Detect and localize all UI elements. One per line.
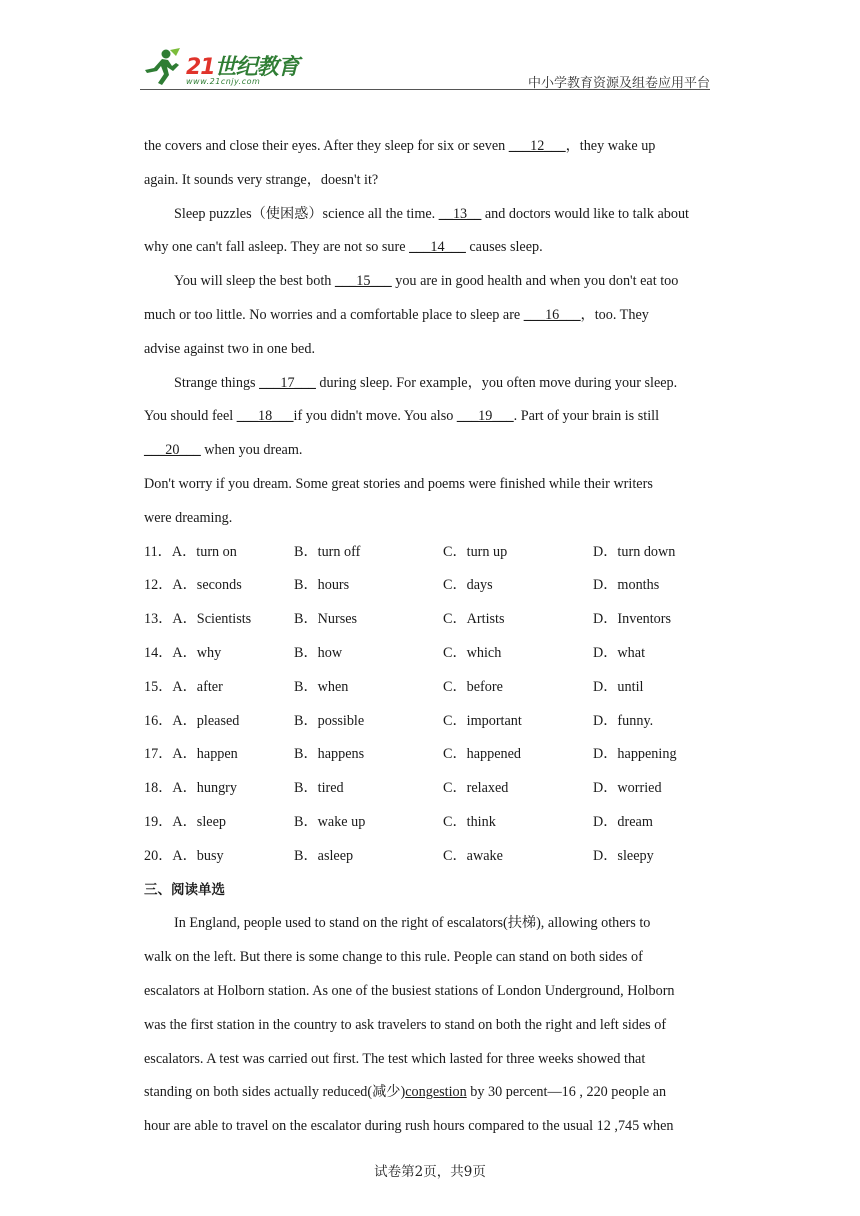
passage-text: escalators. A test was carried out first. The test which lasted for three weeks showed that (144, 1050, 646, 1067)
question-number-option-a: 17．A．happen (144, 746, 238, 763)
option-b: B．when (294, 678, 349, 695)
passage-line (144, 367, 719, 401)
question-number-option-a: 14．A．why (144, 644, 222, 661)
question-number-option-a: 12．A．seconds (144, 577, 242, 594)
passage-line (144, 231, 719, 265)
question-row (144, 738, 719, 772)
passage-line (144, 907, 719, 941)
header-divider (140, 89, 710, 90)
cloze-blank: __13__ (438, 205, 482, 222)
logo-url: www.21cnjy.com (186, 77, 261, 86)
question-number-option-a: 16．A．pleased (144, 712, 240, 729)
passage-line (144, 198, 719, 232)
passage-text: and doctors would like to talk about (481, 205, 689, 222)
passage-text: escalators at Holborn station. As one of the busiest stations of London Underground, Holborn (144, 982, 675, 999)
logo-wordmark: 21世纪教育 (186, 55, 299, 80)
passage-line (144, 941, 719, 975)
underlined-word: congestion (405, 1084, 467, 1101)
passage-text: when you dream. (200, 442, 303, 459)
cloze-blank: ___14___ (409, 239, 466, 256)
page-header (140, 44, 710, 90)
passage-line (144, 1043, 719, 1077)
option-d: D．what (593, 644, 646, 661)
passage-text: advise against two in one bed. (144, 340, 315, 357)
question-row (144, 536, 719, 570)
passage-text: walk on the left. But there is some change to this rule. People can stand on both sides of (144, 949, 643, 966)
question-row (144, 569, 719, 603)
question-number-option-a: 19．A．sleep (144, 813, 226, 830)
passage-line (144, 1009, 719, 1043)
passage-line (144, 1076, 719, 1110)
passage-line (144, 265, 719, 299)
passage-text: during sleep. For example，you often move during your sleep. (315, 374, 678, 391)
cloze-blank: ___17___ (259, 374, 316, 391)
option-b: B．asleep (294, 847, 354, 864)
passage-text: why one can't fall asleep. They are not so sure (144, 239, 410, 256)
passage-text: You should feel (144, 408, 237, 425)
passage-line (144, 333, 719, 367)
passage-text: In England, people used to stand on the right of escalators(扶梯), allowing others to (174, 915, 651, 932)
option-c: C．important (443, 712, 522, 729)
passage-text: Sleep puzzles（使困惑）science all the time. (174, 205, 439, 222)
passage-text: Strange things (174, 374, 260, 391)
passage-text: causes sleep. (465, 239, 543, 256)
cloze-blank: ___15___ (334, 273, 392, 290)
passage-text: ，too. They (580, 306, 649, 323)
passage-text: again. It sounds very strange，doesn't it? (144, 171, 379, 188)
page-footer: 试卷第2页，共9页 (374, 1164, 486, 1180)
option-d: D．funny. (593, 712, 654, 729)
passage-text: hour are able to travel on the escalator during rush hours compared to the usual 12 ,745 when (144, 1118, 674, 1135)
question-row (144, 637, 719, 671)
option-b: B．turn off (294, 543, 361, 560)
passage-line (144, 130, 719, 164)
option-c: C．days (443, 577, 493, 594)
cloze-blank: ___20___ (144, 442, 201, 459)
question-row (144, 705, 719, 739)
passage-text: if you didn't move. You also (293, 408, 457, 425)
logo (140, 44, 310, 90)
question-row (144, 772, 719, 806)
passage-text: you are in good health and when you don't eat too (391, 273, 679, 290)
passage-text: the covers and close their eyes. After they sleep for six or seven (144, 138, 509, 154)
question-number-option-a: 18．A．hungry (144, 780, 238, 797)
option-c: C．Artists (443, 611, 505, 628)
option-d: D．Inventors (593, 611, 672, 628)
passage-line (144, 502, 719, 536)
passage-text: was the first station in the country to ask travelers to stand on both the right and left sides of (144, 1016, 667, 1033)
cloze-passage (144, 130, 719, 536)
passage-line (144, 434, 719, 468)
question-number-option-a: 11．A．turn on (144, 543, 237, 560)
platform-name: 中小学教育资源及组卷应用平台 (527, 76, 710, 91)
passage-text: You will sleep the best both (174, 273, 335, 290)
passage-line (144, 299, 719, 333)
passage-line (144, 400, 719, 434)
question-number-option-a: 15．A．after (144, 678, 223, 695)
option-c: C．turn up (443, 543, 508, 560)
option-b: B．possible (294, 712, 365, 729)
option-c: C．which (443, 644, 502, 661)
runner-logo-icon (142, 48, 182, 86)
option-b: B．tired (294, 780, 344, 797)
option-d: D．turn down (593, 543, 676, 560)
option-d: D．months (593, 577, 660, 594)
passage-text: standing on both sides actually reduced(减少) (144, 1084, 406, 1101)
option-b: B．how (294, 644, 343, 661)
question-number-option-a: 20．A．busy (144, 847, 224, 864)
passage-line (144, 975, 719, 1009)
option-d: D．sleepy (593, 847, 654, 864)
option-d: D．dream (593, 813, 653, 830)
option-c: C．awake (443, 847, 503, 864)
question-row (144, 840, 719, 874)
option-c: C．relaxed (443, 780, 509, 797)
question-options (144, 536, 719, 874)
passage-line (144, 164, 719, 198)
passage-text: ，they wake up (565, 138, 656, 154)
question-row (144, 806, 719, 840)
reading-passage (144, 907, 719, 1144)
option-c: C．before (443, 678, 503, 695)
passage-text: Don't worry if you dream. Some great stories and poems were finished while their writers (144, 475, 653, 492)
page-content (144, 130, 719, 1144)
cloze-blank: ___12___ (508, 138, 566, 154)
option-b: B．hours (294, 577, 350, 594)
option-c: C．think (443, 813, 496, 830)
question-row (144, 671, 719, 705)
passage-line (144, 468, 719, 502)
cloze-blank: ___18___ (236, 408, 294, 425)
option-b: B．wake up (294, 813, 366, 830)
section-title: 三、阅读单选 (144, 881, 225, 898)
option-d: D．until (593, 678, 644, 695)
option-d: D．worried (593, 780, 662, 797)
question-number-option-a: 13．A．Scientists (144, 611, 252, 628)
option-b: B．happens (294, 746, 365, 763)
passage-line (144, 1110, 719, 1144)
passage-text: by 30 percent—16 , 220 people an (466, 1084, 667, 1101)
passage-text: . Part of your brain is still (513, 408, 660, 425)
cloze-blank: ___16___ (523, 306, 581, 323)
option-d: D．happening (593, 746, 677, 763)
option-c: C．happened (443, 746, 522, 763)
cloze-blank: ___19___ (456, 408, 514, 425)
passage-text: much or too little. No worries and a comfortable place to sleep are (144, 306, 524, 323)
passage-text: were dreaming. (144, 509, 233, 526)
question-row (144, 603, 719, 637)
option-b: B．Nurses (294, 611, 358, 628)
